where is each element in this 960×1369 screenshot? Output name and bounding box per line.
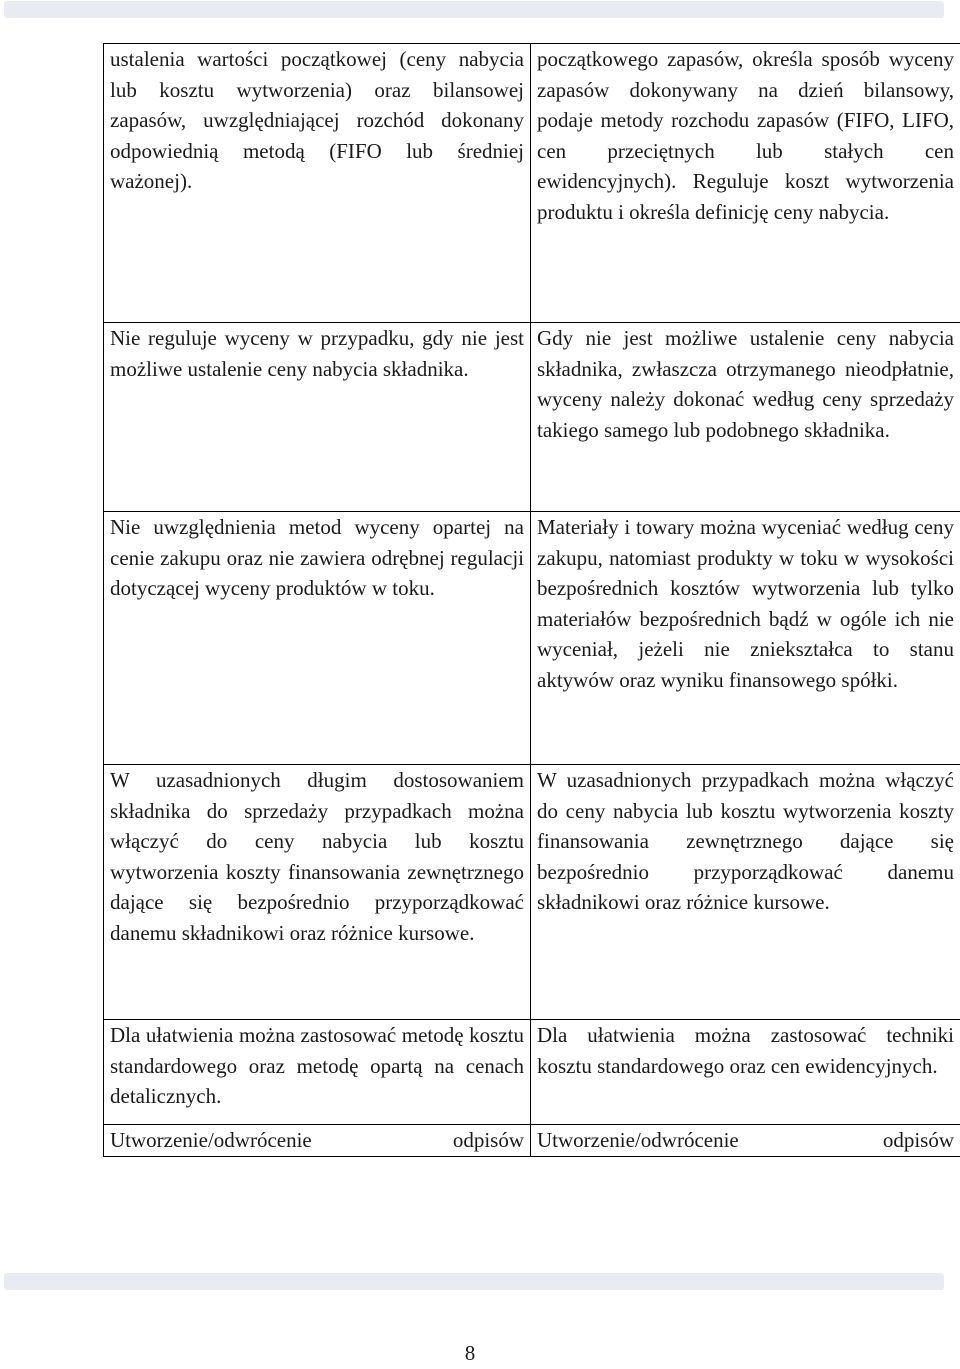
cell-right	[531, 765, 960, 1020]
page-number: 8	[464, 1341, 476, 1365]
cell-text: Gdy nie jest możliwe ustalenie ceny nabycia składnika, zwłaszcza otrzymanego nieodpłatnie, wyceny należy dokonać według ceny sprzedaży takiego samego lub podobnego składnika.	[537, 326, 954, 442]
cell-left	[104, 44, 531, 323]
cell-left	[104, 765, 531, 1020]
cell-text: W uzasadnionych przypadkach można włączyć do ceny nabycia lub kosztu wytworzenia koszty finansowania zewnętrznego dające się bezpośrednio przyporządkować danemu składnikowi oraz różnice kursowe.	[537, 768, 954, 915]
table-row	[104, 512, 960, 765]
top-header-band	[4, 1, 944, 18]
cell-text: Nie reguluje wyceny w przypadku, gdy nie jest możliwe ustalenie ceny nabycia składnika.	[110, 326, 524, 381]
cell-text: Utworzenie/odwrócenie odpisów	[110, 1128, 524, 1152]
cell-text: W uzasadnionych długim dostosowaniem składnika do sprzedaży przypadkach można włączyć do ceny nabycia lub kosztu wytworzenia koszty finansowania zewnętrznego dające się bezpośrednio przyporządkować danemu składnikowi oraz różnice kursowe.	[110, 768, 524, 945]
table-row	[104, 44, 960, 323]
cell-right	[531, 1020, 960, 1125]
bottom-footer-band	[4, 1273, 944, 1290]
cell-text: Utworzenie/odwrócenie odpisów	[537, 1128, 954, 1152]
cell-left	[104, 512, 531, 765]
cell-text: Nie uwzględnienia metod wyceny opartej na cenie zakupu oraz nie zawiera odrębnej regulacji dotyczącej wyceny produktów w toku.	[110, 515, 524, 601]
comparison-table	[103, 43, 960, 1157]
table-row	[104, 1125, 960, 1157]
cell-right	[531, 44, 960, 323]
table-row	[104, 1020, 960, 1125]
table-row	[104, 323, 960, 512]
cell-left	[104, 1020, 531, 1125]
cell-right	[531, 1125, 960, 1157]
cell-right	[531, 512, 960, 765]
cell-left	[104, 1125, 531, 1157]
cell-left	[104, 323, 531, 512]
table-row	[104, 765, 960, 1020]
cell-text: początkowego zapasów, określa sposób wyceny zapasów dokonywany na dzień bilansowy, podaje metody rozchodu zapasów (FIFO, LIFO, cen przeciętnych lub stałych cen ewidencyjnych). Reguluje koszt wytworzenia produktu i określa definicję ceny nabycia.	[537, 47, 954, 224]
cell-text: Dla ułatwienia można zastosować metodę kosztu standardowego oraz metodę opartą na cenach detalicznych.	[110, 1023, 524, 1109]
cell-text: Dla ułatwienia można zastosować techniki kosztu standardowego oraz cen ewidencyjnych.	[537, 1023, 954, 1078]
cell-text: Materiały i towary można wyceniać według ceny zakupu, natomiast produkty w toku w wysokości bezpośrednich kosztów wytworzenia lub tylko materiałów bezpośrednich bądź w ogóle ich nie wyceniał, jeżeli nie zniekształca to stanu aktywów oraz wyniku finansowego spółki.	[537, 515, 954, 692]
cell-right	[531, 323, 960, 512]
cell-text: ustalenia wartości początkowej (ceny nabycia lub kosztu wytworzenia) oraz bilansowej zapasów, uwzględniającej rozchód dokonany odpowiednią metodą (FIFO lub średniej ważonej).	[110, 47, 524, 194]
